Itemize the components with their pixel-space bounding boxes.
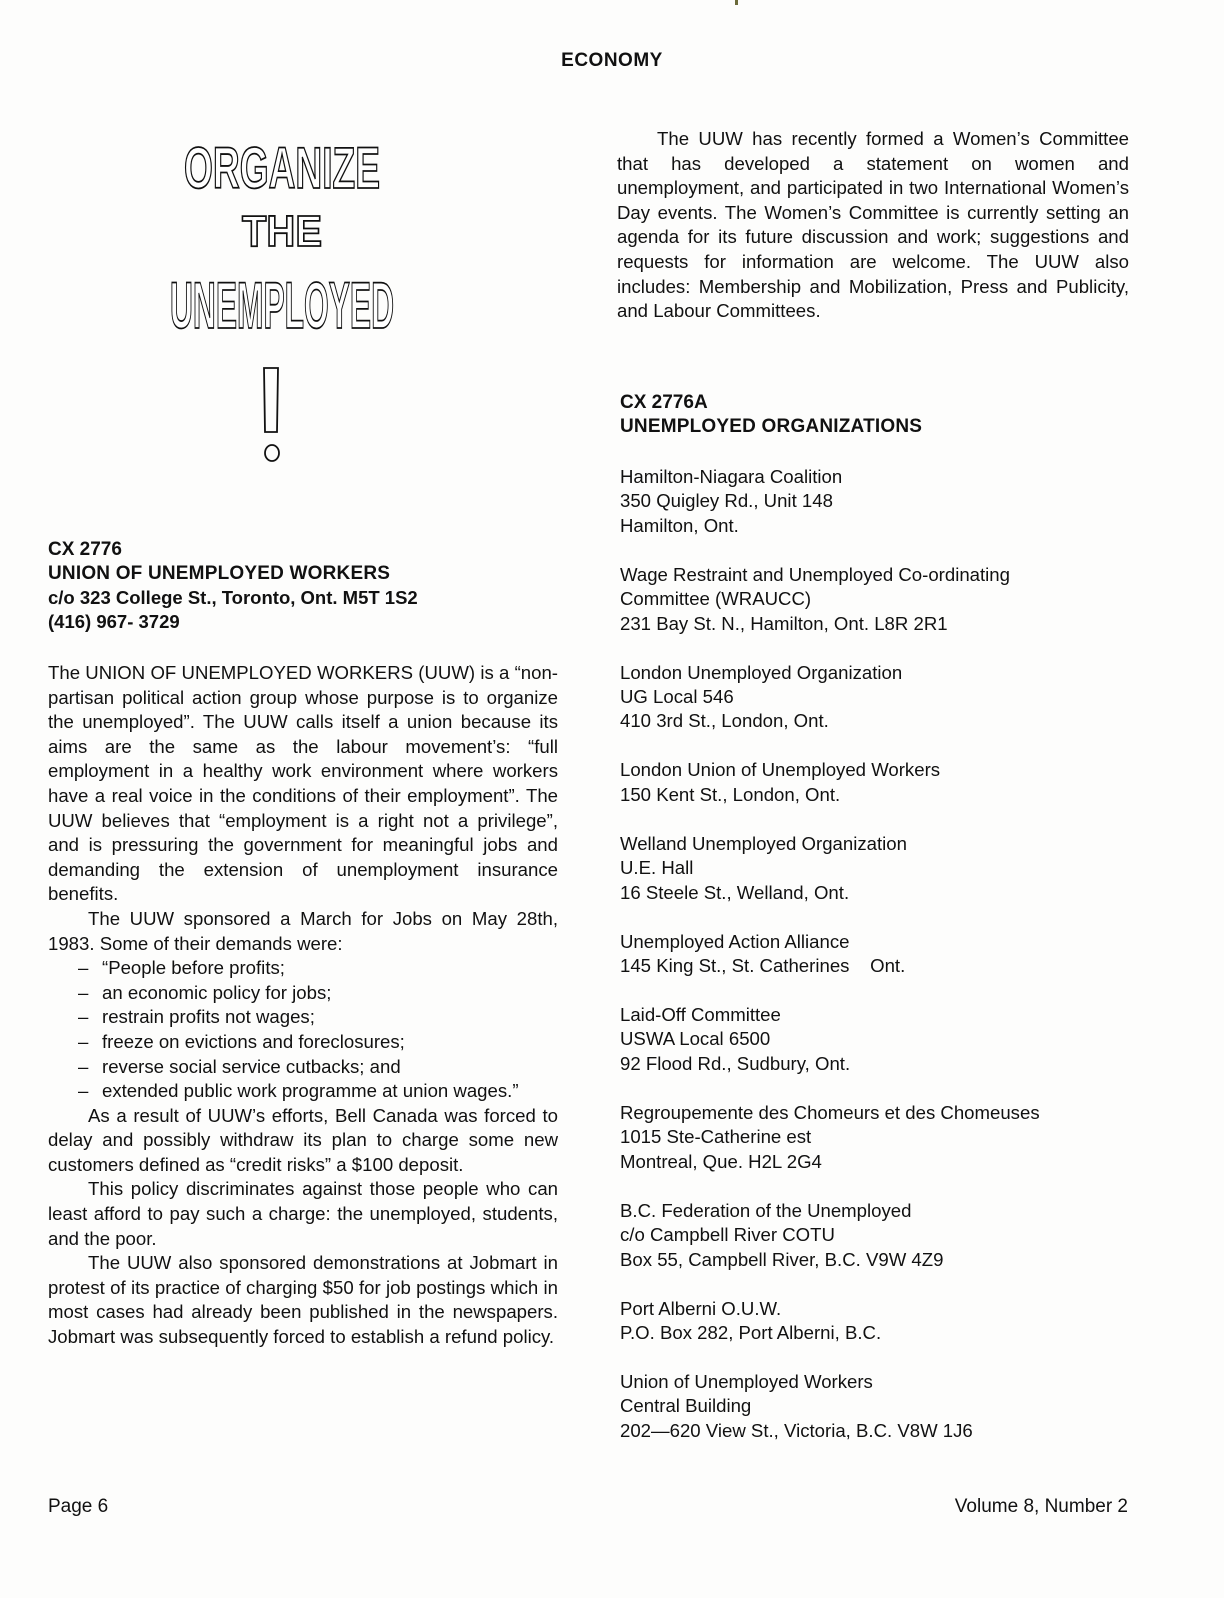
organization-name: London Union of Unemployed Workers (620, 759, 941, 781)
organization-address-line: Hamilton, Ont. (620, 514, 739, 536)
organization-address-line: UG Local 546 (620, 686, 734, 708)
organization-entry (620, 1297, 1140, 1346)
organization-name: Union of Unemployed Workers (620, 1370, 873, 1392)
entry-address: c/o 323 College St., Toronto, Ont. M5T 1S2 (48, 587, 418, 608)
organization-address-line: USWA Local 6500 (620, 1028, 771, 1050)
organization-address-line: 150 Kent St., London, Ont. (620, 783, 841, 805)
organization-entry (620, 832, 1140, 905)
print-speck (735, 0, 738, 5)
entry-cx2776-body (48, 661, 558, 1350)
organization-entry (620, 1101, 1140, 1174)
organization-address-line: Montreal, Que. H2L 2G4 (620, 1150, 822, 1172)
organization-name: B.C. Federation of the Unemployed (620, 1199, 912, 1221)
organization-address-line: U.E. Hall (620, 857, 694, 879)
paragraph: The UNION OF UNEMPLOYED WORKERS (UUW) is a “non-partisan political action group whose purpose is to organize the unemployed”. The UUW calls itself a union because its aims are the same as the labour movement’s: “full employment in a healthy work environment where workers have a real voice in the conditions of their employment”. The UUW believes that “employment is a right not a privilege”, and is pressuring the government for meaningful jobs and demanding the extension of unemployment insurance benefits. (48, 662, 558, 905)
organization-address-line: 92 Flood Rd., Sudbury, Ont. (620, 1052, 851, 1074)
organization-entry (620, 758, 1140, 807)
organization-name: Wage Restraint and Unemployed Co-ordinating (620, 563, 1010, 585)
list-item: – freeze on evictions and foreclosures; (78, 1030, 558, 1055)
organization-entry (620, 930, 1140, 979)
womens-committee-paragraph (617, 127, 1129, 324)
paragraph: The UUW has recently formed a Women’s Committee that has developed a statement on women and unemployment, and participated in two International Women’s Day events. The Women’s Committee is currently setting an agenda for its future discussion and work; suggestions and requests for information are welcome. The UUW also includes: Membership and Mobilization, Press and Publicity, and Labour Committees. (617, 128, 1129, 322)
organization-address-line: c/o Campbell River COTU (620, 1224, 835, 1246)
section-title: UNEMPLOYED ORGANIZATIONS (620, 416, 923, 437)
organization-name: Port Alberni O.U.W. (620, 1297, 782, 1319)
entry-title: UNION OF UNEMPLOYED WORKERS (48, 563, 391, 584)
organizations-list (620, 465, 1140, 1443)
page-number: Page 6 (48, 1496, 109, 1517)
organization-address-line: Committee (WRAUCC) (620, 588, 812, 610)
organization-address-line: 1015 Ste-Catherine est (620, 1126, 812, 1148)
organization-name: Unemployed Action Alliance (620, 930, 850, 952)
entry-cx2776-header (48, 538, 568, 634)
organization-entry (620, 1199, 1140, 1272)
organization-name: Hamilton-Niagara Coalition (620, 466, 843, 487)
entry-code: CX 2776 (48, 539, 122, 560)
paragraph: The UUW sponsored a March for Jobs on May 28th, 1983. Some of their demands were: (48, 907, 558, 954)
poster-line-unemployed: UNEMPLOYED (170, 268, 394, 342)
list-item: – restrain profits not wages; (78, 1005, 558, 1030)
dash-bullet: – (78, 981, 89, 1003)
organization-address-line: 202—620 View St., Victoria, B.C. V8W 1J6 (620, 1419, 973, 1441)
organization-address-line: 231 Bay St. N., Hamilton, Ont. L8R 2R1 (620, 612, 948, 634)
dash-bullet: – (78, 1055, 89, 1077)
organization-address-line: 350 Quigley Rd., Unit 148 (620, 490, 833, 512)
demands-list (48, 956, 558, 1104)
paragraph: As a result of UUW’s efforts, Bell Canada was forced to delay and possibly withdraw its plan to charge some new customers defined as “credit risks” a $100 deposit. (48, 1104, 558, 1175)
list-item: – “People before profits; (78, 956, 558, 981)
organization-entry (620, 1370, 1140, 1443)
dash-bullet: – (78, 1006, 89, 1028)
paragraph: This policy discriminates against those people who can least afford to pay such a charge: the unemployed, students, and the poor. (48, 1178, 558, 1249)
section-heading: ECONOMY (561, 50, 663, 71)
organization-address-line: Box 55, Campbell River, B.C. V9W 4Z9 (620, 1248, 944, 1270)
dash-bullet: – (78, 1030, 89, 1052)
poster-exclamation-icon (264, 368, 279, 461)
poster-line-organize: ORGANIZE (184, 136, 380, 201)
organization-address-line: 410 3rd St., London, Ont. (620, 710, 829, 732)
section-code: CX 2776A (620, 392, 708, 413)
list-item: – reverse social service cutbacks; and (78, 1055, 558, 1080)
organize-poster-illustration (152, 128, 412, 468)
dash-bullet: – (78, 957, 89, 979)
poster-line-the: THE (242, 207, 322, 256)
dash-bullet: – (78, 1080, 89, 1102)
organization-entry (620, 1003, 1140, 1076)
organization-name: Regroupemente des Chomeurs et des Chomeuses (620, 1101, 1040, 1123)
organization-address-line: Central Building (620, 1395, 752, 1417)
organization-name: Welland Unemployed Organization (620, 832, 907, 854)
paragraph: The UUW also sponsored demonstrations at Jobmart in protest of its practice of charging $50 for job postings which in most cases had already been published in the newspapers. Jobmart was subsequently forced to establish a refund policy. (48, 1252, 558, 1348)
organization-entry (620, 465, 1140, 538)
organization-name: Laid-Off Committee (620, 1004, 781, 1026)
organization-address-line: 16 Steele St., Welland, Ont. (620, 881, 850, 903)
organization-entry (620, 563, 1140, 636)
organization-address-line: 145 King St., St. Catherines Ont. (620, 955, 906, 977)
entry-cx2776a (620, 391, 1140, 1468)
list-item: – extended public work programme at union wages.” (78, 1079, 558, 1104)
volume-number: Volume 8, Number 2 (954, 1496, 1128, 1517)
list-item: – an economic policy for jobs; (78, 981, 558, 1006)
organization-entry (620, 661, 1140, 734)
organization-name: London Unemployed Organization (620, 661, 903, 683)
organization-address-line: P.O. Box 282, Port Alberni, B.C. (620, 1321, 882, 1343)
entry-phone: (416) 967- 3729 (48, 611, 180, 632)
